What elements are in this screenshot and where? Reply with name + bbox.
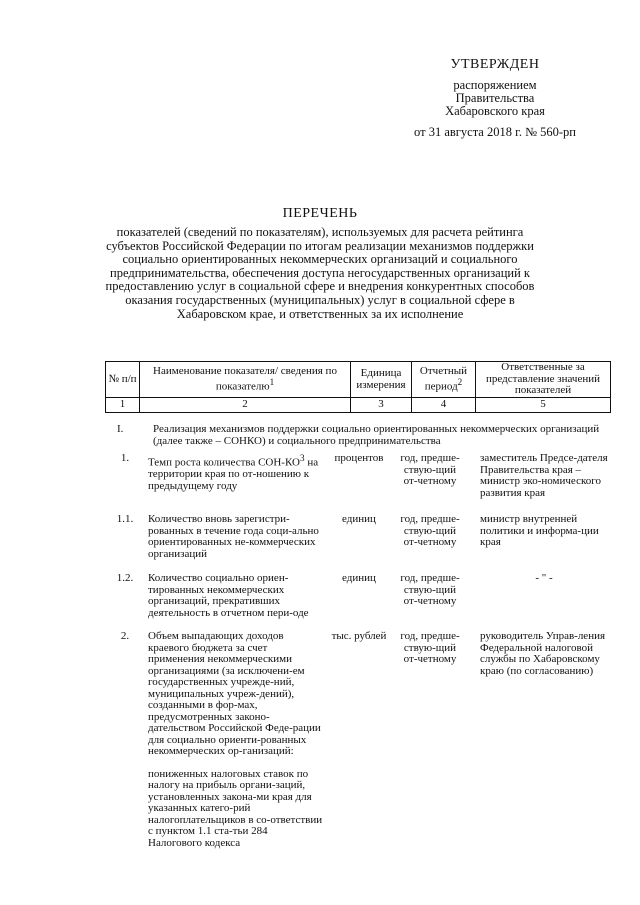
header-num: № п/п: [106, 362, 140, 398]
section-text: Реализация механизмов поддержки социально ориентированных некоммерческих организаций (далее также – СОНКО) и социального предпринимательства: [153, 423, 600, 447]
approval-title: УТВЕРЖДЕН: [450, 57, 540, 72]
row-unit: тыс. рублей: [331, 630, 387, 642]
row-unit: единиц: [342, 513, 376, 525]
column-number: 4: [412, 398, 476, 413]
row-number: 2.: [120, 630, 130, 642]
header-name-footnote: 1: [269, 377, 275, 388]
section-number: I.: [117, 423, 124, 435]
header-name: [140, 362, 351, 398]
row-responsible: - " -: [535, 572, 553, 584]
row-unit: процентов: [334, 452, 384, 464]
table-header-row: [106, 362, 611, 398]
row-number: 1.1.: [116, 513, 134, 525]
row-name: [148, 631, 323, 849]
row-unit: единиц: [342, 572, 376, 584]
document-subtitle: показателей (сведений по показателям), используемых для расчета рейтинга субъектов Российской Федерации по итогам реализации механизмов поддержки социально ориентированных некоммерческих организаций и социального предпринимательства, обеспечения доступа негосударственных организаций к предоставлению услуг в социальной сфере и внедрения конкурентных способов оказания государственных (муниципальных) услуг в социальной сфере в Хабаровском крае, и ответственных за их исполнение: [105, 225, 535, 321]
row-name-part-a: Темп роста количества СОН-КО: [148, 456, 300, 469]
header-period-text: Отчетный период: [419, 364, 468, 393]
approval-line-2: Правительства: [455, 91, 535, 105]
header-period-footnote: 2: [457, 377, 463, 388]
row-number: 1.2.: [116, 572, 134, 584]
row-period: год, предше-ствую-щий от-четному: [400, 630, 460, 665]
row-number: 1.: [120, 452, 130, 464]
approval-date: от 31 августа 2018 г. № 560-рп: [414, 125, 576, 139]
approval-line-3: Хабаровского края: [445, 104, 545, 118]
row-period: год, предше-ствую-щий от-четному: [400, 452, 460, 487]
column-number: 2: [140, 398, 351, 413]
row-name: [148, 453, 323, 492]
row-name-sub: пониженных налоговых ставок по налогу на прибыль органи-заций, установленных законa-ми края для указанных катего-рий налогоплательщиков в со-ответствии с пунктом 1.1 ста-тьи 284 Налогового кодекса: [148, 767, 323, 849]
row-period: год, предше-ствую-щий от-четному: [400, 572, 460, 607]
row-responsible: министр внутренней политики и информа-ции края: [480, 513, 599, 548]
column-number: 3: [351, 398, 412, 413]
row-name-main: Объем выпадающих доходов краевого бюджета за счет применения некоммерческими организациями (за исключени-ем государственных учрежде-ний, муниципальных учреж-дений), созданными в фор-мах, предусмотренных законо-дательством Российской Феде-рации для социально ориенти-рованных некоммерческих ор-ганизаций:: [148, 630, 321, 757]
row-responsible: заместитель Предсе-дателя Правительства края – министр эко-номического развития края: [480, 452, 608, 499]
header-period: [412, 362, 476, 398]
header-name-text: Наименование показателя/ сведения по показателю: [153, 364, 337, 393]
column-number: 5: [476, 398, 611, 413]
header-unit: Единица измерения: [351, 362, 412, 398]
row-period: год, предше-ствую-щий от-четному: [400, 513, 460, 548]
document-title: ПЕРЕЧЕНЬ: [282, 206, 358, 221]
row-name-footnote: 3: [299, 453, 305, 463]
row-name-part-b: на территории края по от-ношению к предыдущему году: [148, 456, 319, 492]
row-name: Количество социально ориен-тированных некоммерческих организаций, прекративших деятельность в отчетном пери-оде: [148, 572, 309, 619]
approval-block: [380, 58, 610, 139]
row-responsible: руководитель Управ-ления Федеральной налоговой службы по Хабаровскому краю (по согласованию): [480, 630, 606, 677]
approval-line-1: распоряжением: [453, 78, 537, 92]
header-responsible: Ответственные за представление значений показателей: [476, 362, 611, 398]
row-name: Количество вновь зарегистри-рованных в течение года соци-ально ориентированных не-коммерческих организаций: [148, 513, 319, 560]
column-numbers-row: [106, 398, 611, 413]
indicators-table-header: [105, 361, 611, 413]
column-number: 1: [106, 398, 140, 413]
